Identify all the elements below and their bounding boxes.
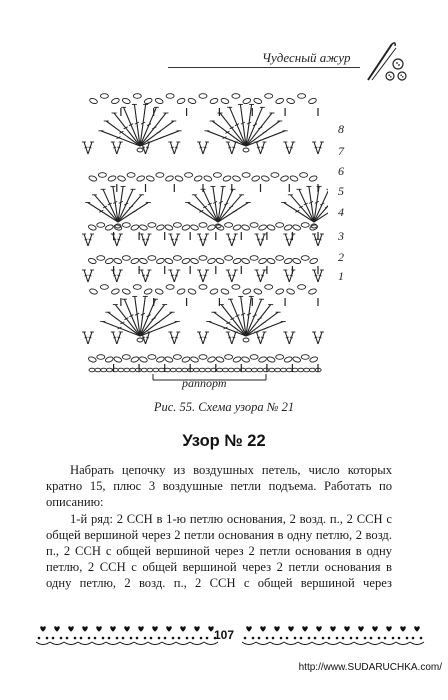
running-title: Чудесный ажур	[262, 50, 351, 65]
paragraph-row-1: 1-й ряд: 2 ССН в 1-ю петлю основания, 2 возд. п., 2 ССН с общей вершиной через 2 петли основания в одну петлю, 2 возд. п., 2 ССН с общей вершиной через 2 петли основания в одну петлю, 2 ССН с общей вершиной через 2 петли основания в одну петлю, 2 возд. п., 2 ССН с общей вершиной через	[46, 511, 392, 591]
row-number-8: 8	[338, 122, 344, 136]
crochet-chart-diagram	[78, 86, 328, 386]
site-url: http://www.SUDARUCHKA.com/	[298, 662, 442, 673]
rapport-label: раппорт	[182, 376, 227, 390]
pattern-instructions	[46, 462, 392, 592]
row-number-6: 6	[338, 164, 344, 178]
row-number-3: 3	[338, 229, 344, 243]
row-number-1: 1	[338, 269, 344, 283]
row-number-2: 2	[338, 250, 344, 264]
crochet-chart	[78, 86, 358, 396]
crochet-hook-and-buttons-icon	[362, 38, 410, 86]
row-number-5: 5	[338, 184, 344, 198]
header-rule	[168, 67, 360, 68]
row-number-4: 4	[338, 205, 344, 219]
paragraph-intro: Набрать цепочку из воздушных петель, число которых кратно 15, плюс 3 воздушные петли подъема. Работать по описанию:	[46, 463, 392, 510]
page-number: 107	[213, 628, 235, 642]
page-footer	[0, 622, 448, 682]
page-header	[0, 0, 448, 84]
figure-caption: Рис. 55. Схема узора № 21	[153, 400, 295, 414]
row-number-7: 7	[338, 144, 344, 158]
pattern-title: Узор № 22	[182, 432, 266, 450]
